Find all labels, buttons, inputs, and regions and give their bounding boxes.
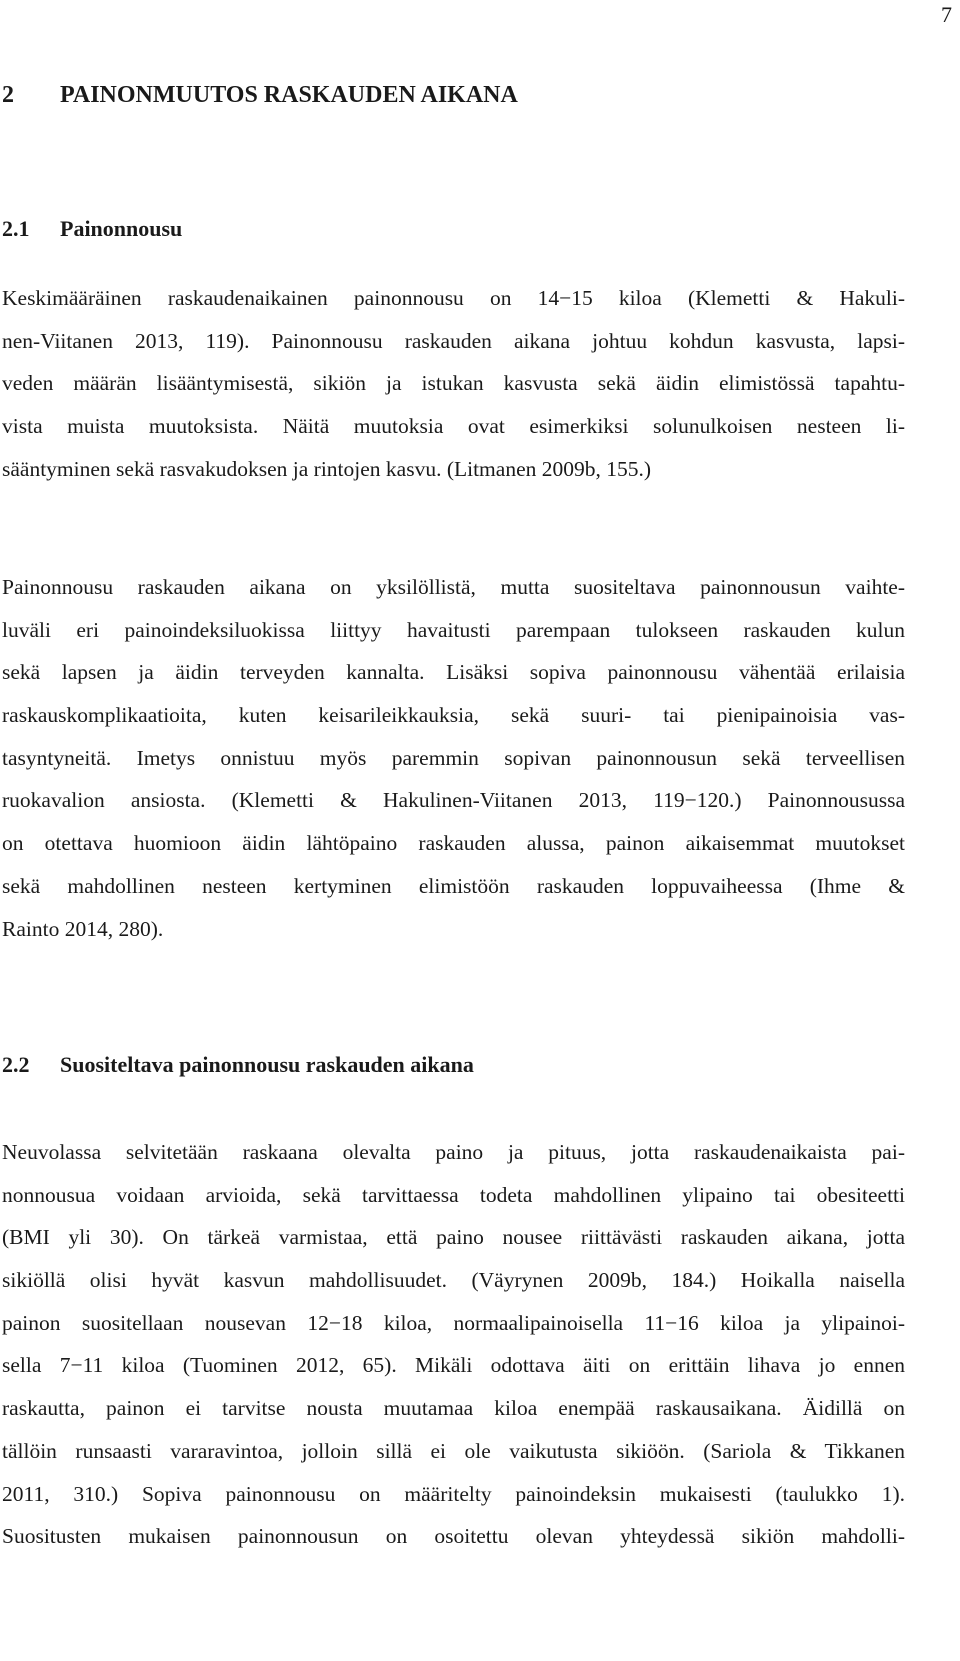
text-line: Suositusten mukaisen painonnousun on osoitettu olevan yhteydessä sikiön mahdolli-: [2, 1524, 905, 1549]
text-line: sekä mahdollinen nesteen kertyminen elimistöön raskauden loppuvaiheessa (Ihme &: [2, 873, 905, 898]
text-line: tasyntyneitä. Imetys onnistuu myös paremmin sopivan painonnousun sekä terveellisen: [2, 745, 905, 770]
paragraph-weight-gain-individual: [2, 566, 905, 950]
paragraph-weight-gain-average: [2, 277, 905, 490]
text-line: Keskimääräinen raskaudenaikainen painonnousu on 14−15 kiloa (Klemetti & Hakuli-: [2, 286, 905, 310]
section-title: Suositeltava painonnousu raskauden aikana: [60, 1052, 474, 1077]
section-heading-2-1: [2, 216, 182, 242]
text-line: nonnousua voidaan arvioida, sekä tarvittaessa todeta mahdollinen ylipaino tai obesiteetti: [2, 1182, 905, 1207]
text-line: nen-Viitanen 2013, 119). Painonnousu raskauden aikana johtuu kohdun kasvusta, lapsi-: [2, 328, 905, 353]
text-line: luväli eri painoindeksiluokissa liittyy havaitusti parempaan tulokseen raskauden kulun: [2, 617, 905, 642]
text-line: sella 7−11 kiloa (Tuominen 2012, 65). Mikäli odottava äiti on erittäin lihava jo ennen: [2, 1353, 905, 1378]
text-line: sikiöllä olisi hyvät kasvun mahdollisuudet. (Väyrynen 2009b, 184.) Hoikalla naisella: [2, 1268, 905, 1293]
text-line: on otettava huomioon äidin lähtöpaino raskauden alussa, painon aikaisemmat muutokset: [2, 831, 905, 856]
paragraph-recommended-gain: [2, 1131, 905, 1558]
text-line: (BMI yli 30). On tärkeä varmistaa, että paino nousee riittävästi raskauden aikana, jotta: [2, 1225, 905, 1250]
text-line: sääntyminen sekä rasvakudoksen ja rintojen kasvu. (Litmanen 2009b, 155.): [2, 456, 652, 481]
chapter-title: PAINONMUUTOS RASKAUDEN AIKANA: [60, 82, 518, 108]
text-line: Rainto 2014, 280).: [2, 916, 164, 941]
text-line: vista muista muutoksista. Näitä muutoksia ovat esimerkiksi solunulkoisen nesteen li-: [2, 414, 905, 439]
text-line: tällöin runsaasti vararavintoa, jolloin sillä ei ole vaikutusta sikiöön. (Sariola & Tikkanen: [2, 1438, 905, 1463]
text-line: Neuvolassa selvitetään raskaana olevalta paino ja pituus, jotta raskaudenaikaista pai-: [2, 1140, 905, 1164]
section-number: 2.2: [2, 1052, 30, 1077]
page-number: 7: [941, 2, 952, 27]
text-line: 2011, 310.) Sopiva painonnousu on määritelty painoindeksin mukaisesti (taulukko 1).: [2, 1481, 905, 1506]
text-line: raskautta, painon ei tarvitse nousta muutamaa kiloa enempää raskausaikana. Äidillä on: [2, 1396, 905, 1421]
text-line: ruokavalion ansiosta. (Klemetti & Hakulinen-Viitanen 2013, 119−120.) Painonnousussa: [2, 788, 905, 813]
section-number: 2.1: [2, 216, 30, 241]
chapter-number: 2: [2, 82, 14, 108]
section-title: Painonnousu: [60, 216, 183, 241]
section-heading-2-2: [2, 1052, 474, 1078]
chapter-heading: [2, 82, 518, 109]
text-line: sekä lapsen ja äidin terveyden kannalta. Lisäksi sopiva painonnousu vähentää erilaisia: [2, 660, 905, 685]
text-line: veden määrän lisääntymisestä, sikiön ja istukan kasvusta sekä äidin elimistössä tapahtu-: [2, 371, 905, 396]
text-line: painon suositellaan nousevan 12−18 kiloa, normaalipainoisella 11−16 kiloa ja ylipainoi-: [2, 1310, 905, 1335]
text-line: Painonnousu raskauden aikana on yksilöllistä, mutta suositeltava painonnousun vaihte-: [2, 575, 905, 599]
text-line: raskauskomplikaatioita, kuten keisarileikkauksia, sekä suuri- tai pienipainoisia vas-: [2, 703, 905, 728]
